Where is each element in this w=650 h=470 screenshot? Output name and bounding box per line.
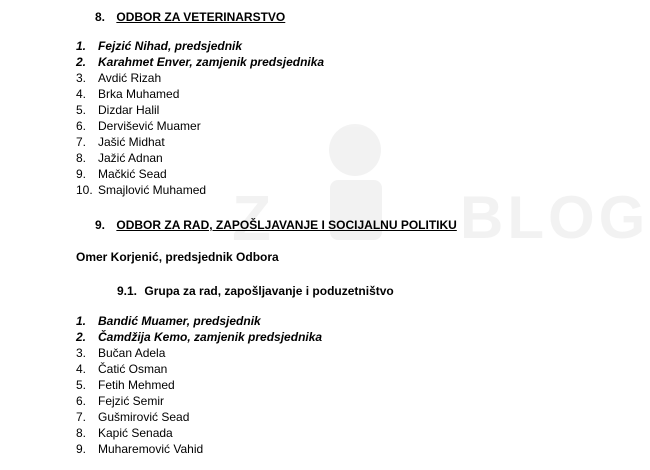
group-heading: [117, 283, 394, 299]
list-item-name: Dizdar Halil: [98, 103, 160, 117]
group-number: 9.1.: [117, 284, 138, 298]
list-item-number: 1.: [76, 39, 87, 53]
list-item: [76, 167, 476, 183]
list-item: [76, 135, 476, 151]
list-item: [76, 87, 476, 103]
svg-text:BLOG: BLOG: [460, 184, 650, 251]
list-item: [76, 103, 476, 119]
list-item-name: Mačkić Sead: [98, 167, 167, 181]
list-item: [76, 410, 476, 426]
list-item-name: Brka Muhamed: [98, 87, 180, 101]
list-item: [76, 394, 476, 410]
list-item-number: 2.: [76, 330, 87, 344]
list-item-number: 5.: [76, 378, 87, 392]
list-item-name: Kapić Senada: [98, 426, 173, 440]
list-item: [76, 330, 476, 346]
list-item-number: 8.: [76, 426, 87, 440]
list-item-name: Čamdžija Kemo, zamjenik predsjednika: [98, 330, 323, 344]
section-9-title: ODBOR ZA RAD, ZAPOŠLJAVANJE I SOCIJALNU POLITIKU: [116, 218, 457, 232]
list-item-number: 8.: [76, 151, 87, 165]
list-item: [76, 71, 476, 87]
list-item-name: Fetih Mehmed: [98, 378, 175, 392]
list-item: [76, 183, 476, 199]
list-item-name: Jažić Adnan: [98, 151, 163, 165]
svg-text:Z: Z: [232, 182, 274, 254]
list-item: [76, 119, 476, 135]
list-item: [76, 426, 476, 442]
list-item-name: Fejzić Semir: [98, 394, 165, 408]
section-9-heading: [95, 217, 457, 233]
list-item-name: Muharemović Vahid: [98, 442, 204, 456]
list-item-number: 2.: [76, 55, 87, 69]
list-item-number: 4.: [76, 87, 87, 101]
list-item-number: 7.: [76, 135, 87, 149]
list-item: [76, 55, 476, 71]
list-item: [76, 362, 476, 378]
section-8-heading: [95, 9, 285, 25]
list-item-number: 3.: [76, 346, 87, 360]
section-9-number: 9.: [95, 218, 106, 232]
list-item: [76, 442, 476, 458]
list-item: [76, 378, 476, 394]
list-item: [76, 151, 476, 167]
list-item: [76, 39, 476, 55]
list-item: [76, 346, 476, 362]
section-8-number: 8.: [95, 10, 106, 24]
list-item-number: 10.: [76, 183, 93, 197]
list-item-number: 1.: [76, 314, 87, 328]
list-item-name: Jašić Midhat: [98, 135, 165, 149]
list-item-name: Gušmirović Sead: [98, 410, 190, 424]
section-8-title: ODBOR ZA VETERINARSTVO: [116, 10, 286, 24]
list-item-number: 4.: [76, 362, 87, 376]
list-item-name: Bandić Muamer, predsjednik: [98, 314, 261, 328]
list-item: [76, 314, 476, 330]
list-item-name: Karahmet Enver, zamjenik predsjednika: [98, 55, 325, 69]
list-item-name: Čatić Osman: [98, 362, 168, 376]
list-item-number: 3.: [76, 71, 87, 85]
committee-chair: Omer Korjenić, predsjednik Odbora: [76, 250, 279, 264]
list-item-name: Fejzić Nihad, predsjednik: [98, 39, 243, 53]
list-item-number: 6.: [76, 394, 87, 408]
group-title: Grupa za rad, zapošljavanje i poduzetništvo: [144, 284, 394, 298]
list-item-number: 9.: [76, 167, 87, 181]
list-item-number: 5.: [76, 103, 87, 117]
list-item-name: Avdić Rizah: [98, 71, 162, 85]
list-item-name: Smajlović Muhamed: [98, 183, 207, 197]
list-item-number: 7.: [76, 410, 87, 424]
list-item-name: Dervišević Muamer: [98, 119, 201, 133]
list-item-number: 6.: [76, 119, 87, 133]
list-item-name: Bučan Adela: [98, 346, 166, 360]
list-item-number: 9.: [76, 442, 87, 456]
